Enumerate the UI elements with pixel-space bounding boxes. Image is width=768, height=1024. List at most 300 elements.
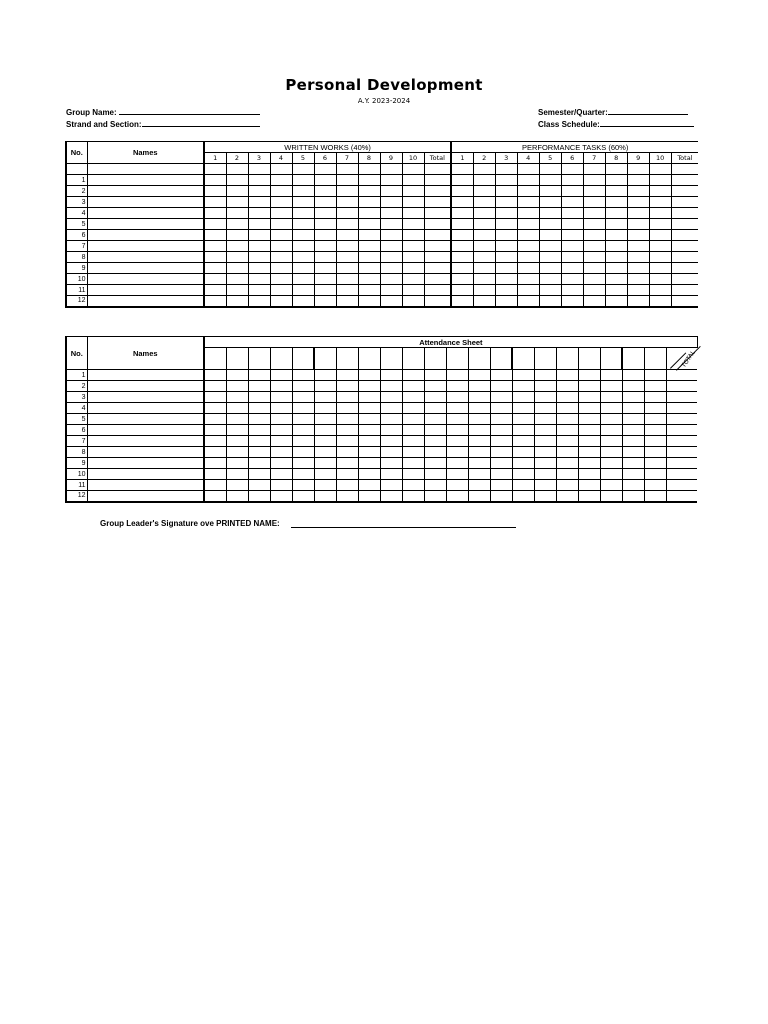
attendance-cell[interactable] [600,381,622,392]
attendance-date-cell[interactable] [644,348,666,370]
score-cell[interactable] [649,274,671,285]
attendance-cell[interactable] [226,436,248,447]
attendance-cell[interactable] [270,381,292,392]
attendance-cell[interactable] [270,414,292,425]
attendance-date-cell[interactable] [402,348,424,370]
score-cell[interactable] [605,252,627,263]
attendance-cell[interactable] [534,480,556,491]
attendance-cell[interactable] [248,370,270,381]
attendance-cell[interactable] [336,480,358,491]
score-cell[interactable] [605,186,627,197]
name-cell[interactable] [87,197,204,208]
attendance-cell[interactable] [446,403,468,414]
score-cell[interactable] [358,230,380,241]
score-cell[interactable] [561,186,583,197]
attendance-cell[interactable] [600,403,622,414]
score-cell[interactable] [473,186,495,197]
attendance-cell[interactable] [204,447,226,458]
score-cell[interactable] [539,208,561,219]
attendance-cell[interactable] [314,480,336,491]
score-cell[interactable] [583,230,605,241]
attendance-cell[interactable] [468,469,490,480]
attendance-cell[interactable] [292,425,314,436]
attendance-cell[interactable] [644,480,666,491]
score-cell[interactable] [583,263,605,274]
score-cell[interactable] [627,208,649,219]
score-cell[interactable] [402,230,424,241]
score-cell[interactable] [627,175,649,186]
attendance-cell[interactable] [292,403,314,414]
attendance-cell[interactable] [644,436,666,447]
attendance-cell[interactable] [556,447,578,458]
score-cell[interactable] [473,230,495,241]
score-cell[interactable] [451,219,473,230]
score-cell[interactable] [314,208,336,219]
attendance-cell[interactable] [204,392,226,403]
attendance-cell[interactable] [468,491,490,502]
attendance-cell[interactable] [556,403,578,414]
score-cell[interactable] [248,252,270,263]
attendance-cell[interactable] [270,403,292,414]
attendance-cell[interactable] [446,425,468,436]
score-cell[interactable] [495,296,517,307]
score-cell[interactable] [248,175,270,186]
attendance-cell[interactable] [314,392,336,403]
attendance-cell[interactable] [556,425,578,436]
attendance-cell[interactable] [534,414,556,425]
name-cell[interactable] [87,296,204,307]
attendance-cell[interactable] [468,480,490,491]
attendance-cell[interactable] [556,392,578,403]
attendance-cell[interactable] [314,425,336,436]
score-cell[interactable] [451,186,473,197]
name-cell[interactable] [87,381,204,392]
attendance-cell[interactable] [336,469,358,480]
attendance-cell[interactable] [424,381,446,392]
score-cell[interactable] [561,241,583,252]
attendance-cell[interactable] [292,436,314,447]
attendance-cell[interactable] [204,491,226,502]
attendance-cell[interactable] [644,491,666,502]
score-cell[interactable] [292,175,314,186]
name-cell[interactable] [87,370,204,381]
attendance-cell[interactable] [336,403,358,414]
score-cell[interactable] [402,252,424,263]
score-cell[interactable] [627,219,649,230]
attendance-cell[interactable] [358,414,380,425]
score-cell[interactable] [583,252,605,263]
score-cell[interactable] [270,230,292,241]
attendance-cell[interactable] [622,392,644,403]
attendance-cell[interactable] [380,392,402,403]
score-cell[interactable] [451,252,473,263]
score-cell[interactable] [627,186,649,197]
score-cell[interactable] [226,296,248,307]
attendance-cell[interactable] [490,392,512,403]
score-cell[interactable] [473,208,495,219]
attendance-cell[interactable] [336,392,358,403]
attendance-cell[interactable] [402,414,424,425]
attendance-cell[interactable] [226,480,248,491]
score-cell[interactable] [583,186,605,197]
attendance-cell[interactable] [358,425,380,436]
score-cell[interactable] [358,186,380,197]
score-cell[interactable] [495,230,517,241]
score-cell[interactable] [539,175,561,186]
score-cell[interactable] [292,186,314,197]
attendance-cell[interactable] [248,425,270,436]
score-cell[interactable] [539,186,561,197]
score-cell[interactable] [517,263,539,274]
score-cell[interactable] [517,219,539,230]
score-cell[interactable] [561,285,583,296]
attendance-cell[interactable] [226,469,248,480]
score-cell[interactable] [204,175,226,186]
score-cell[interactable] [358,274,380,285]
score-cell[interactable] [248,186,270,197]
attendance-cell[interactable] [248,480,270,491]
score-cell[interactable] [248,230,270,241]
attendance-cell[interactable] [380,480,402,491]
score-cell[interactable] [561,230,583,241]
attendance-cell[interactable] [380,370,402,381]
score-cell[interactable] [561,252,583,263]
attendance-cell[interactable] [468,403,490,414]
score-cell[interactable] [605,296,627,307]
attendance-cell[interactable] [248,447,270,458]
score-cell[interactable] [358,219,380,230]
attendance-cell[interactable] [402,458,424,469]
score-cell[interactable] [424,175,451,186]
attendance-date-cell[interactable] [534,348,556,370]
score-cell[interactable] [380,219,402,230]
score-cell[interactable] [561,175,583,186]
attendance-cell[interactable] [622,414,644,425]
attendance-cell[interactable] [556,491,578,502]
attendance-cell[interactable] [270,447,292,458]
attendance-date-cell[interactable] [204,348,226,370]
score-cell[interactable] [402,186,424,197]
score-cell[interactable] [495,263,517,274]
score-cell[interactable] [358,175,380,186]
name-cell[interactable] [87,208,204,219]
score-cell[interactable] [539,296,561,307]
attendance-cell[interactable] [534,392,556,403]
name-cell[interactable] [87,447,204,458]
score-cell[interactable] [314,263,336,274]
attendance-cell[interactable] [248,458,270,469]
attendance-cell[interactable] [556,436,578,447]
name-cell[interactable] [87,186,204,197]
attendance-cell[interactable] [534,425,556,436]
score-cell[interactable] [402,175,424,186]
score-cell[interactable] [627,197,649,208]
name-cell[interactable] [87,175,204,186]
attendance-cell[interactable] [248,381,270,392]
score-cell[interactable] [380,175,402,186]
score-cell[interactable] [314,197,336,208]
attendance-cell[interactable] [292,447,314,458]
attendance-cell[interactable] [204,381,226,392]
score-cell[interactable] [605,197,627,208]
attendance-cell[interactable] [292,370,314,381]
score-cell[interactable] [627,296,649,307]
score-cell[interactable] [517,197,539,208]
score-cell[interactable] [671,285,698,296]
attendance-cell[interactable] [248,469,270,480]
score-cell[interactable] [424,197,451,208]
attendance-cell[interactable] [446,458,468,469]
attendance-cell[interactable] [600,370,622,381]
attendance-cell[interactable] [600,436,622,447]
score-cell[interactable] [270,197,292,208]
score-cell[interactable] [204,219,226,230]
attendance-cell[interactable] [666,381,697,392]
attendance-cell[interactable] [600,491,622,502]
attendance-cell[interactable] [226,447,248,458]
attendance-cell[interactable] [204,480,226,491]
attendance-cell[interactable] [402,469,424,480]
attendance-cell[interactable] [666,491,697,502]
attendance-cell[interactable] [424,425,446,436]
attendance-cell[interactable] [512,436,534,447]
attendance-cell[interactable] [314,403,336,414]
score-cell[interactable] [204,197,226,208]
attendance-cell[interactable] [578,469,600,480]
score-cell[interactable] [314,241,336,252]
score-cell[interactable] [495,219,517,230]
attendance-cell[interactable] [248,403,270,414]
attendance-cell[interactable] [556,458,578,469]
score-cell[interactable] [402,296,424,307]
attendance-cell[interactable] [644,425,666,436]
attendance-cell[interactable] [270,425,292,436]
attendance-date-cell[interactable] [512,348,534,370]
attendance-cell[interactable] [446,491,468,502]
score-cell[interactable] [314,230,336,241]
score-cell[interactable] [583,296,605,307]
attendance-cell[interactable] [512,392,534,403]
score-cell[interactable] [539,252,561,263]
attendance-cell[interactable] [380,447,402,458]
score-cell[interactable] [495,285,517,296]
attendance-cell[interactable] [380,458,402,469]
score-cell[interactable] [451,197,473,208]
score-cell[interactable] [248,241,270,252]
score-cell[interactable] [226,208,248,219]
attendance-cell[interactable] [380,469,402,480]
attendance-cell[interactable] [336,458,358,469]
score-cell[interactable] [248,296,270,307]
attendance-cell[interactable] [292,392,314,403]
attendance-cell[interactable] [204,414,226,425]
score-cell[interactable] [473,296,495,307]
score-cell[interactable] [473,252,495,263]
attendance-cell[interactable] [490,436,512,447]
attendance-cell[interactable] [226,458,248,469]
attendance-cell[interactable] [666,458,697,469]
attendance-cell[interactable] [424,436,446,447]
attendance-cell[interactable] [402,370,424,381]
score-cell[interactable] [358,208,380,219]
score-cell[interactable] [248,285,270,296]
score-cell[interactable] [248,197,270,208]
attendance-cell[interactable] [556,381,578,392]
score-cell[interactable] [424,263,451,274]
attendance-date-cell[interactable] [468,348,490,370]
attendance-cell[interactable] [600,480,622,491]
attendance-date-cell[interactable] [380,348,402,370]
name-cell[interactable] [87,219,204,230]
name-cell[interactable] [87,436,204,447]
attendance-cell[interactable] [600,414,622,425]
score-cell[interactable] [336,175,358,186]
score-cell[interactable] [336,208,358,219]
attendance-cell[interactable] [270,392,292,403]
attendance-cell[interactable] [490,381,512,392]
attendance-cell[interactable] [534,491,556,502]
attendance-cell[interactable] [644,370,666,381]
attendance-cell[interactable] [534,436,556,447]
attendance-date-cell[interactable] [226,348,248,370]
score-cell[interactable] [539,197,561,208]
score-cell[interactable] [380,230,402,241]
name-cell[interactable] [87,414,204,425]
score-cell[interactable] [402,241,424,252]
attendance-cell[interactable] [446,436,468,447]
name-cell[interactable] [87,469,204,480]
score-cell[interactable] [336,197,358,208]
attendance-cell[interactable] [512,469,534,480]
score-cell[interactable] [292,197,314,208]
score-cell[interactable] [380,208,402,219]
attendance-cell[interactable] [402,436,424,447]
score-cell[interactable] [204,208,226,219]
name-cell[interactable] [87,392,204,403]
attendance-cell[interactable] [204,469,226,480]
attendance-cell[interactable] [556,414,578,425]
attendance-cell[interactable] [666,436,697,447]
attendance-cell[interactable] [424,458,446,469]
score-cell[interactable] [451,263,473,274]
attendance-cell[interactable] [314,458,336,469]
score-cell[interactable] [292,208,314,219]
score-cell[interactable] [649,219,671,230]
attendance-date-cell[interactable] [600,348,622,370]
attendance-cell[interactable] [490,480,512,491]
name-cell[interactable] [87,263,204,274]
score-cell[interactable] [380,274,402,285]
score-cell[interactable] [358,197,380,208]
attendance-cell[interactable] [226,491,248,502]
attendance-date-cell[interactable] [490,348,512,370]
attendance-cell[interactable] [600,458,622,469]
score-cell[interactable] [517,208,539,219]
attendance-cell[interactable] [292,480,314,491]
attendance-cell[interactable] [468,392,490,403]
attendance-cell[interactable] [512,458,534,469]
score-cell[interactable] [336,263,358,274]
score-cell[interactable] [226,241,248,252]
attendance-cell[interactable] [226,392,248,403]
attendance-cell[interactable] [666,447,697,458]
attendance-cell[interactable] [578,392,600,403]
attendance-cell[interactable] [600,469,622,480]
score-cell[interactable] [358,296,380,307]
attendance-cell[interactable] [270,469,292,480]
attendance-cell[interactable] [622,480,644,491]
score-cell[interactable] [473,197,495,208]
attendance-cell[interactable] [622,436,644,447]
score-cell[interactable] [270,219,292,230]
attendance-date-cell[interactable] [292,348,314,370]
attendance-cell[interactable] [292,381,314,392]
attendance-cell[interactable] [336,425,358,436]
score-cell[interactable] [292,230,314,241]
score-cell[interactable] [204,186,226,197]
attendance-cell[interactable] [512,447,534,458]
attendance-cell[interactable] [314,491,336,502]
attendance-cell[interactable] [490,458,512,469]
attendance-cell[interactable] [358,436,380,447]
score-cell[interactable] [561,296,583,307]
score-cell[interactable] [649,197,671,208]
score-cell[interactable] [204,285,226,296]
score-cell[interactable] [583,208,605,219]
attendance-cell[interactable] [402,392,424,403]
attendance-cell[interactable] [644,381,666,392]
attendance-cell[interactable] [578,403,600,414]
attendance-cell[interactable] [402,403,424,414]
score-cell[interactable] [495,186,517,197]
strand-section-line[interactable] [142,119,260,127]
score-cell[interactable] [451,175,473,186]
score-cell[interactable] [424,186,451,197]
attendance-cell[interactable] [578,480,600,491]
attendance-cell[interactable] [666,392,697,403]
score-cell[interactable] [517,252,539,263]
attendance-cell[interactable] [270,436,292,447]
signature-line[interactable] [291,527,516,528]
score-cell[interactable] [583,175,605,186]
score-cell[interactable] [292,252,314,263]
score-cell[interactable] [517,175,539,186]
attendance-cell[interactable] [402,447,424,458]
score-cell[interactable] [649,296,671,307]
score-cell[interactable] [517,186,539,197]
score-cell[interactable] [495,208,517,219]
attendance-cell[interactable] [424,414,446,425]
score-cell[interactable] [605,285,627,296]
attendance-date-cell[interactable] [446,348,468,370]
attendance-cell[interactable] [644,392,666,403]
score-cell[interactable] [473,285,495,296]
attendance-cell[interactable] [666,425,697,436]
attendance-cell[interactable] [380,381,402,392]
attendance-cell[interactable] [666,469,697,480]
attendance-cell[interactable] [446,381,468,392]
attendance-cell[interactable] [578,370,600,381]
score-cell[interactable] [649,175,671,186]
name-cell[interactable] [87,230,204,241]
attendance-cell[interactable] [622,469,644,480]
score-cell[interactable] [671,230,698,241]
score-cell[interactable] [561,274,583,285]
attendance-cell[interactable] [248,491,270,502]
score-cell[interactable] [649,263,671,274]
score-cell[interactable] [561,219,583,230]
score-cell[interactable] [226,252,248,263]
